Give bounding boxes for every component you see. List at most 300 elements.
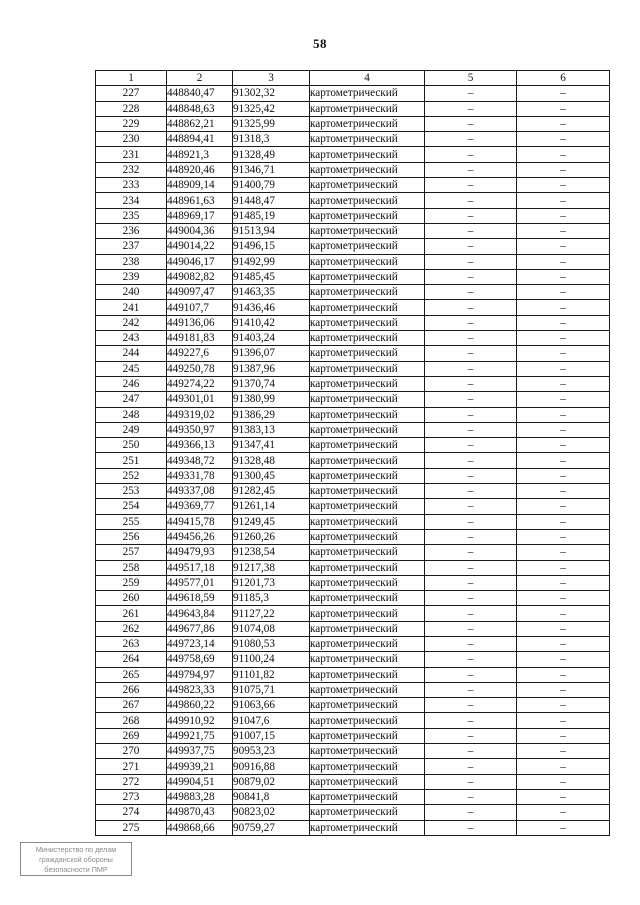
cell-col-6: – xyxy=(517,269,610,284)
cell-col-5: – xyxy=(425,392,517,407)
cell-y-coordinate: 91328,48 xyxy=(233,453,310,468)
cell-y-coordinate: 91328,49 xyxy=(233,147,310,162)
cell-col-5: – xyxy=(425,438,517,453)
header-col-3: 3 xyxy=(233,71,310,86)
cell-col-5: – xyxy=(425,147,517,162)
cell-col-6: – xyxy=(517,468,610,483)
cell-x-coordinate: 449723,14 xyxy=(167,636,233,651)
table-row xyxy=(96,698,610,713)
cell-point-number: 255 xyxy=(96,514,167,529)
cell-x-coordinate: 449250,78 xyxy=(167,361,233,376)
cell-y-coordinate: 91380,99 xyxy=(233,392,310,407)
cell-method: картометрический xyxy=(310,254,425,269)
table-row xyxy=(96,223,610,238)
table-row xyxy=(96,468,610,483)
header-col-2: 2 xyxy=(167,71,233,86)
cell-col-6: – xyxy=(517,499,610,514)
cell-col-5: – xyxy=(425,300,517,315)
cell-col-5: – xyxy=(425,331,517,346)
cell-x-coordinate: 449870,43 xyxy=(167,805,233,820)
cell-point-number: 251 xyxy=(96,453,167,468)
cell-method: картометрический xyxy=(310,484,425,499)
cell-point-number: 264 xyxy=(96,652,167,667)
cell-point-number: 237 xyxy=(96,239,167,254)
cell-method: картометрический xyxy=(310,575,425,590)
cell-col-5: – xyxy=(425,529,517,544)
cell-point-number: 242 xyxy=(96,315,167,330)
cell-y-coordinate: 91260,26 xyxy=(233,529,310,544)
cell-col-6: – xyxy=(517,667,610,682)
cell-point-number: 273 xyxy=(96,789,167,804)
cell-y-coordinate: 91261,14 xyxy=(233,499,310,514)
cell-col-5: – xyxy=(425,636,517,651)
header-col-1: 1 xyxy=(96,71,167,86)
table-row xyxy=(96,285,610,300)
cell-method: картометрический xyxy=(310,392,425,407)
cell-point-number: 258 xyxy=(96,560,167,575)
cell-y-coordinate: 91325,99 xyxy=(233,116,310,131)
cell-col-5: – xyxy=(425,376,517,391)
cell-col-6: – xyxy=(517,713,610,728)
cell-col-5: – xyxy=(425,606,517,621)
cell-method: картометрический xyxy=(310,132,425,147)
cell-col-6: – xyxy=(517,560,610,575)
cell-point-number: 245 xyxy=(96,361,167,376)
cell-col-6: – xyxy=(517,392,610,407)
cell-col-6: – xyxy=(517,774,610,789)
cell-method: картометрический xyxy=(310,239,425,254)
cell-y-coordinate: 91100,24 xyxy=(233,652,310,667)
cell-point-number: 240 xyxy=(96,285,167,300)
cell-y-coordinate: 91370,74 xyxy=(233,376,310,391)
cell-col-5: – xyxy=(425,116,517,131)
cell-point-number: 265 xyxy=(96,667,167,682)
table-row xyxy=(96,744,610,759)
cell-col-5: – xyxy=(425,132,517,147)
cell-point-number: 227 xyxy=(96,86,167,101)
cell-col-6: – xyxy=(517,101,610,116)
cell-col-6: – xyxy=(517,178,610,193)
cell-col-6: – xyxy=(517,453,610,468)
cell-col-5: – xyxy=(425,86,517,101)
table-row xyxy=(96,789,610,804)
table-row xyxy=(96,208,610,223)
cell-point-number: 256 xyxy=(96,529,167,544)
cell-y-coordinate: 91347,41 xyxy=(233,438,310,453)
cell-col-5: – xyxy=(425,713,517,728)
cell-y-coordinate: 91403,24 xyxy=(233,331,310,346)
cell-x-coordinate: 449014,22 xyxy=(167,239,233,254)
cell-method: картометрический xyxy=(310,422,425,437)
cell-point-number: 270 xyxy=(96,744,167,759)
table-row xyxy=(96,101,610,116)
cell-y-coordinate: 91075,71 xyxy=(233,682,310,697)
table-row xyxy=(96,591,610,606)
cell-col-5: – xyxy=(425,484,517,499)
cell-x-coordinate: 448848,63 xyxy=(167,101,233,116)
cell-y-coordinate: 91063,66 xyxy=(233,698,310,713)
cell-x-coordinate: 449883,28 xyxy=(167,789,233,804)
cell-point-number: 252 xyxy=(96,468,167,483)
cell-method: картометрический xyxy=(310,499,425,514)
cell-y-coordinate: 90841,8 xyxy=(233,789,310,804)
cell-x-coordinate: 449910,92 xyxy=(167,713,233,728)
cell-col-5: – xyxy=(425,575,517,590)
cell-point-number: 272 xyxy=(96,774,167,789)
cell-method: картометрический xyxy=(310,407,425,422)
cell-col-5: – xyxy=(425,744,517,759)
cell-y-coordinate: 90879,02 xyxy=(233,774,310,789)
cell-point-number: 260 xyxy=(96,591,167,606)
cell-point-number: 246 xyxy=(96,376,167,391)
cell-col-6: – xyxy=(517,223,610,238)
table-row xyxy=(96,269,610,284)
cell-col-5: – xyxy=(425,682,517,697)
cell-method: картометрический xyxy=(310,178,425,193)
cell-col-6: – xyxy=(517,422,610,437)
stamp-line: Министерство по делам xyxy=(35,845,117,854)
cell-col-5: – xyxy=(425,820,517,835)
cell-method: картометрический xyxy=(310,621,425,636)
table-row xyxy=(96,652,610,667)
cell-x-coordinate: 448840,47 xyxy=(167,86,233,101)
cell-col-5: – xyxy=(425,698,517,713)
cell-col-6: – xyxy=(517,116,610,131)
cell-method: картометрический xyxy=(310,805,425,820)
cell-x-coordinate: 448920,46 xyxy=(167,162,233,177)
table-row xyxy=(96,621,610,636)
cell-col-6: – xyxy=(517,86,610,101)
cell-method: картометрический xyxy=(310,744,425,759)
cell-x-coordinate: 449577,01 xyxy=(167,575,233,590)
cell-point-number: 275 xyxy=(96,820,167,835)
cell-col-6: – xyxy=(517,728,610,743)
cell-y-coordinate: 91201,73 xyxy=(233,575,310,590)
cell-y-coordinate: 91448,47 xyxy=(233,193,310,208)
cell-method: картометрический xyxy=(310,698,425,713)
cell-point-number: 249 xyxy=(96,422,167,437)
cell-col-5: – xyxy=(425,499,517,514)
cell-col-6: – xyxy=(517,744,610,759)
header-col-6: 6 xyxy=(517,71,610,86)
cell-point-number: 228 xyxy=(96,101,167,116)
cell-method: картометрический xyxy=(310,636,425,651)
cell-method: картометрический xyxy=(310,560,425,575)
cell-y-coordinate: 91386,29 xyxy=(233,407,310,422)
cell-y-coordinate: 90823,02 xyxy=(233,805,310,820)
cell-col-6: – xyxy=(517,132,610,147)
cell-point-number: 250 xyxy=(96,438,167,453)
cell-x-coordinate: 449517,18 xyxy=(167,560,233,575)
cell-point-number: 244 xyxy=(96,346,167,361)
table-row xyxy=(96,759,610,774)
cell-col-6: – xyxy=(517,193,610,208)
cell-x-coordinate: 449939,21 xyxy=(167,759,233,774)
table-row xyxy=(96,606,610,621)
cell-point-number: 263 xyxy=(96,636,167,651)
table-row xyxy=(96,147,610,162)
cell-col-6: – xyxy=(517,300,610,315)
table-row xyxy=(96,178,610,193)
cell-x-coordinate: 449348,72 xyxy=(167,453,233,468)
cell-y-coordinate: 91485,45 xyxy=(233,269,310,284)
cell-y-coordinate: 91302,32 xyxy=(233,86,310,101)
cell-col-6: – xyxy=(517,239,610,254)
cell-col-5: – xyxy=(425,667,517,682)
table-row xyxy=(96,116,610,131)
cell-method: картометрический xyxy=(310,774,425,789)
table-row xyxy=(96,728,610,743)
cell-x-coordinate: 448894,41 xyxy=(167,132,233,147)
cell-y-coordinate: 91396,07 xyxy=(233,346,310,361)
cell-method: картометрический xyxy=(310,759,425,774)
cell-method: картометрический xyxy=(310,315,425,330)
coordinates-table xyxy=(95,70,610,836)
cell-method: картометрический xyxy=(310,116,425,131)
table-row xyxy=(96,300,610,315)
cell-method: картометрический xyxy=(310,514,425,529)
cell-x-coordinate: 449860,22 xyxy=(167,698,233,713)
table-row xyxy=(96,162,610,177)
cell-col-6: – xyxy=(517,698,610,713)
cell-method: картометрический xyxy=(310,361,425,376)
cell-col-5: – xyxy=(425,759,517,774)
cell-col-5: – xyxy=(425,774,517,789)
cell-col-5: – xyxy=(425,560,517,575)
cell-y-coordinate: 91282,45 xyxy=(233,484,310,499)
cell-col-6: – xyxy=(517,789,610,804)
table-row xyxy=(96,560,610,575)
cell-y-coordinate: 91127,22 xyxy=(233,606,310,621)
cell-x-coordinate: 449618,59 xyxy=(167,591,233,606)
cell-y-coordinate: 91387,96 xyxy=(233,361,310,376)
cell-x-coordinate: 449301,01 xyxy=(167,392,233,407)
cell-col-6: – xyxy=(517,545,610,560)
cell-col-6: – xyxy=(517,759,610,774)
table-row xyxy=(96,422,610,437)
cell-col-5: – xyxy=(425,208,517,223)
cell-y-coordinate: 91047,6 xyxy=(233,713,310,728)
cell-method: картометрический xyxy=(310,453,425,468)
cell-x-coordinate: 449004,36 xyxy=(167,223,233,238)
table-row xyxy=(96,713,610,728)
cell-point-number: 233 xyxy=(96,178,167,193)
cell-col-6: – xyxy=(517,346,610,361)
cell-method: картометрический xyxy=(310,652,425,667)
cell-method: картометрический xyxy=(310,713,425,728)
cell-x-coordinate: 449921,75 xyxy=(167,728,233,743)
cell-point-number: 238 xyxy=(96,254,167,269)
cell-x-coordinate: 449046,17 xyxy=(167,254,233,269)
cell-point-number: 253 xyxy=(96,484,167,499)
cell-col-5: – xyxy=(425,178,517,193)
cell-col-5: – xyxy=(425,361,517,376)
cell-point-number: 239 xyxy=(96,269,167,284)
table-row xyxy=(96,575,610,590)
table-row xyxy=(96,376,610,391)
table-row xyxy=(96,682,610,697)
cell-col-6: – xyxy=(517,591,610,606)
stamp xyxy=(20,842,132,876)
table-row xyxy=(96,438,610,453)
cell-y-coordinate: 91318,3 xyxy=(233,132,310,147)
cell-point-number: 257 xyxy=(96,545,167,560)
cell-point-number: 234 xyxy=(96,193,167,208)
cell-method: картометрический xyxy=(310,376,425,391)
cell-x-coordinate: 448961,63 xyxy=(167,193,233,208)
cell-point-number: 261 xyxy=(96,606,167,621)
stamp-line: гражданской обороны xyxy=(39,855,113,864)
cell-y-coordinate: 91513,94 xyxy=(233,223,310,238)
table-row xyxy=(96,805,610,820)
cell-x-coordinate: 449227,6 xyxy=(167,346,233,361)
cell-x-coordinate: 449758,69 xyxy=(167,652,233,667)
cell-x-coordinate: 449350,97 xyxy=(167,422,233,437)
cell-col-6: – xyxy=(517,147,610,162)
cell-y-coordinate: 91383,13 xyxy=(233,422,310,437)
table-row xyxy=(96,193,610,208)
cell-col-6: – xyxy=(517,682,610,697)
cell-x-coordinate: 449904,51 xyxy=(167,774,233,789)
cell-x-coordinate: 449415,78 xyxy=(167,514,233,529)
cell-col-5: – xyxy=(425,453,517,468)
cell-col-6: – xyxy=(517,208,610,223)
cell-point-number: 267 xyxy=(96,698,167,713)
cell-point-number: 259 xyxy=(96,575,167,590)
cell-col-5: – xyxy=(425,285,517,300)
cell-y-coordinate: 91300,45 xyxy=(233,468,310,483)
cell-point-number: 231 xyxy=(96,147,167,162)
cell-y-coordinate: 91101,82 xyxy=(233,667,310,682)
cell-col-5: – xyxy=(425,346,517,361)
cell-col-5: – xyxy=(425,591,517,606)
table-row xyxy=(96,820,610,835)
cell-point-number: 229 xyxy=(96,116,167,131)
cell-method: картометрический xyxy=(310,208,425,223)
cell-col-5: – xyxy=(425,269,517,284)
cell-method: картометрический xyxy=(310,591,425,606)
cell-y-coordinate: 91080,53 xyxy=(233,636,310,651)
cell-col-6: – xyxy=(517,805,610,820)
cell-y-coordinate: 91007,15 xyxy=(233,728,310,743)
table-row xyxy=(96,361,610,376)
cell-col-6: – xyxy=(517,484,610,499)
cell-point-number: 271 xyxy=(96,759,167,774)
cell-method: картометрический xyxy=(310,223,425,238)
cell-col-5: – xyxy=(425,545,517,560)
cell-col-6: – xyxy=(517,407,610,422)
cell-y-coordinate: 91185,3 xyxy=(233,591,310,606)
table-row xyxy=(96,331,610,346)
cell-method: картометрический xyxy=(310,285,425,300)
cell-col-6: – xyxy=(517,376,610,391)
cell-method: картометрический xyxy=(310,545,425,560)
cell-col-6: – xyxy=(517,285,610,300)
table-body xyxy=(96,86,610,836)
table-row xyxy=(96,667,610,682)
cell-col-6: – xyxy=(517,636,610,651)
cell-point-number: 236 xyxy=(96,223,167,238)
cell-method: картометрический xyxy=(310,331,425,346)
cell-point-number: 241 xyxy=(96,300,167,315)
cell-x-coordinate: 449823,33 xyxy=(167,682,233,697)
cell-col-5: – xyxy=(425,514,517,529)
cell-col-6: – xyxy=(517,606,610,621)
cell-point-number: 268 xyxy=(96,713,167,728)
header-col-5: 5 xyxy=(425,71,517,86)
header-row xyxy=(96,71,610,86)
table-row xyxy=(96,346,610,361)
table-row xyxy=(96,529,610,544)
page-number: 58 xyxy=(313,36,327,51)
cell-point-number: 274 xyxy=(96,805,167,820)
cell-col-5: – xyxy=(425,468,517,483)
cell-x-coordinate: 449331,78 xyxy=(167,468,233,483)
cell-point-number: 243 xyxy=(96,331,167,346)
cell-x-coordinate: 449136,06 xyxy=(167,315,233,330)
cell-col-6: – xyxy=(517,438,610,453)
cell-method: картометрический xyxy=(310,346,425,361)
cell-y-coordinate: 91074,08 xyxy=(233,621,310,636)
cell-col-5: – xyxy=(425,621,517,636)
cell-col-5: – xyxy=(425,162,517,177)
cell-method: картометрический xyxy=(310,438,425,453)
cell-y-coordinate: 91346,71 xyxy=(233,162,310,177)
cell-method: картометрический xyxy=(310,820,425,835)
cell-col-5: – xyxy=(425,315,517,330)
cell-y-coordinate: 91485,19 xyxy=(233,208,310,223)
cell-col-6: – xyxy=(517,331,610,346)
cell-col-5: – xyxy=(425,254,517,269)
cell-point-number: 269 xyxy=(96,728,167,743)
cell-col-6: – xyxy=(517,361,610,376)
table-row xyxy=(96,514,610,529)
cell-method: картометрический xyxy=(310,101,425,116)
cell-method: картометрический xyxy=(310,269,425,284)
cell-x-coordinate: 449937,75 xyxy=(167,744,233,759)
cell-col-6: – xyxy=(517,575,610,590)
cell-y-coordinate: 91496,15 xyxy=(233,239,310,254)
cell-method: картометрический xyxy=(310,300,425,315)
cell-y-coordinate: 90953,23 xyxy=(233,744,310,759)
cell-x-coordinate: 448909,14 xyxy=(167,178,233,193)
cell-col-6: – xyxy=(517,652,610,667)
cell-y-coordinate: 90759,27 xyxy=(233,820,310,835)
table-row xyxy=(96,132,610,147)
cell-point-number: 248 xyxy=(96,407,167,422)
cell-y-coordinate: 90916,88 xyxy=(233,759,310,774)
cell-method: картометрический xyxy=(310,468,425,483)
cell-point-number: 247 xyxy=(96,392,167,407)
cell-x-coordinate: 449479,93 xyxy=(167,545,233,560)
cell-method: картометрический xyxy=(310,147,425,162)
cell-y-coordinate: 91249,45 xyxy=(233,514,310,529)
cell-method: картометрический xyxy=(310,789,425,804)
cell-x-coordinate: 449181,83 xyxy=(167,331,233,346)
table-row xyxy=(96,774,610,789)
cell-x-coordinate: 449794,97 xyxy=(167,667,233,682)
cell-col-5: – xyxy=(425,239,517,254)
cell-x-coordinate: 449677,86 xyxy=(167,621,233,636)
table-row xyxy=(96,254,610,269)
cell-method: картометрический xyxy=(310,529,425,544)
cell-y-coordinate: 91238,54 xyxy=(233,545,310,560)
cell-method: картометрический xyxy=(310,682,425,697)
cell-x-coordinate: 448969,17 xyxy=(167,208,233,223)
cell-x-coordinate: 448921,3 xyxy=(167,147,233,162)
cell-col-6: – xyxy=(517,621,610,636)
stamp-line: безопасности ПМР xyxy=(44,865,108,874)
